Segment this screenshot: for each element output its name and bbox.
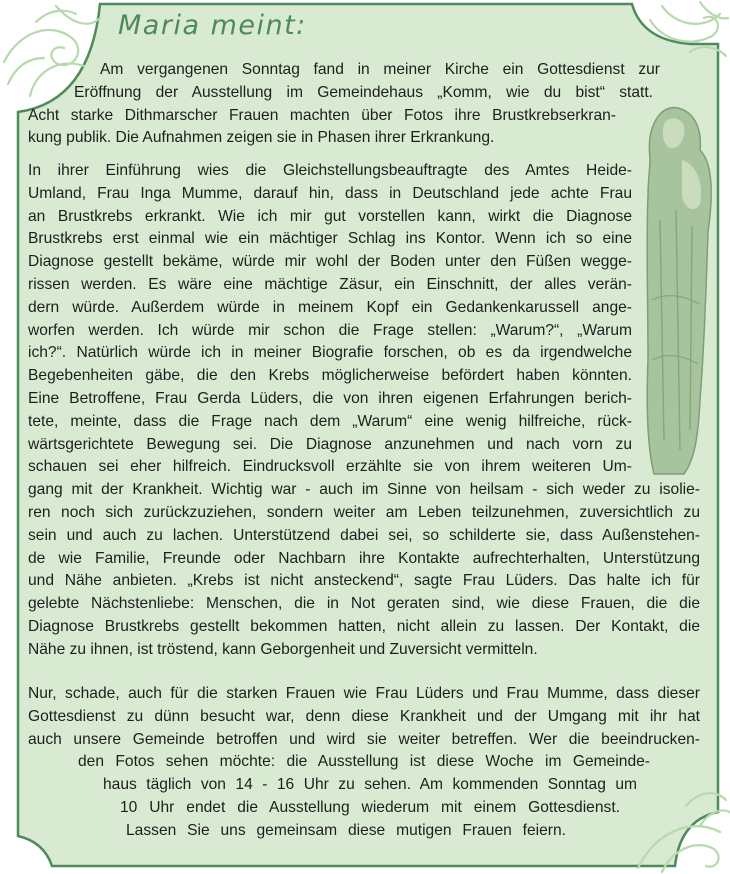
text-line: Eine Betroffene, Frau Gerda Lüders, die von ihren eigenen Erfahrungen berich- bbox=[28, 389, 632, 407]
text-line: Umland, Frau Inga Mumme, darauf hin, dass in Deutschland jede achte Frau bbox=[28, 184, 632, 202]
text-line: schauen sei eher hilfreich. Eindrucksvoll erzählte sie von ihrem weiteren Um- bbox=[28, 458, 632, 476]
text-line: Begebenheiten gäbe, die den Krebs möglicherweise befördert haben könnten. bbox=[28, 367, 632, 385]
text-line: gang mit der Krankheit. Wichtig war - auch im Sinne von heilsam - sich weder zu isolie- bbox=[28, 481, 700, 499]
text-line: Nähe zu ihnen, ist tröstend, kann Geborgenheit und Zuversicht vermitteln. bbox=[28, 640, 538, 658]
text-line: ich?“. Natürlich würde ich in meiner Biografie forschen, ob es da irgendwelche bbox=[28, 344, 632, 362]
paragraph-main bbox=[28, 160, 700, 662]
heading: Maria meint: bbox=[118, 10, 307, 41]
text-line: und Nähe anbieten. „Krebs ist nicht ansteckend“, sagte Frau Lüders. Das halte ich für bbox=[28, 572, 700, 590]
text-line: Diagnose gestellt bekäme, würde mir wohl der Boden unter den Füßen wegge- bbox=[28, 253, 632, 271]
paragraph-intro bbox=[28, 59, 700, 150]
text-line: In ihrer Einführung wies die Gleichstellungsbeauftragte des Amtes Heide- bbox=[28, 162, 632, 179]
text-line: ren noch sich zurückzuziehen, sondern weiter am Leben teilzunehmen, zuversichtlich zu bbox=[28, 503, 700, 521]
text-line: Lassen Sie uns gemeinsam diese mutigen Frauen feiern. bbox=[126, 821, 566, 839]
text-line: Nur, schade, auch für die starken Frauen wie Frau Lüders und Frau Mumme, dass dieser bbox=[28, 685, 700, 702]
text-line: haus täglich von 14 - 16 Uhr zu sehen. Am kommenden Sonntag um bbox=[103, 776, 637, 794]
text-line: de wie Familie, Freunde oder Nachbarn ihre Kontakte aufrechterhalten, Unterstützung bbox=[28, 549, 700, 567]
text-line: tete, meinte, dass die Frage nach dem „Warum“ eine wenig hilfreiche, rück- bbox=[28, 412, 632, 430]
text-line: auch unsere Gemeinde betroffen und wird sie weiter betreffen. Wer die beeindrucken- bbox=[28, 730, 700, 748]
text-line: gelebte Nächstenliebe: Menschen, die in Not geraten sind, wie diese Frauen, die die bbox=[28, 595, 700, 613]
text-line: Diagnose Brustkrebs gestellt bekommen hatten, nicht allein zu lassen. Der Kontakt, die bbox=[28, 617, 700, 635]
text-line: kung publik. Die Aufnahmen zeigen sie in Phasen ihrer Erkrankung. bbox=[28, 129, 495, 147]
text-line: an Brustkrebs erkrankt. Wie ich mir gut vorstellen kann, wirkt die Diagnose bbox=[28, 207, 632, 225]
text-line: worfen werden. Ich würde mir schon die Frage stellen: „Warum?“, „Warum bbox=[28, 321, 632, 339]
text-line: dern würde. Außerdem würde in meinem Kopf ein Gedankenkarussell ange- bbox=[28, 298, 632, 316]
text-line: rissen werden. Es wäre eine mächtige Zäsur, ein Einschnitt, der alles verän- bbox=[28, 275, 632, 293]
text-line: Brustkrebs erst einmal wie ein mächtiger Schlag ins Kontor. Wenn ich so eine bbox=[28, 230, 632, 248]
paragraph-closing bbox=[28, 683, 700, 843]
text-line: wärtsgerichtete Bewegung sei. Die Diagnose anzunehmen und nach vorn zu bbox=[28, 435, 632, 453]
text-line: Acht starke Dithmarscher Frauen machten über Fotos ihre Brustkrebserkran- bbox=[28, 106, 616, 124]
text-line: den Fotos sehen möchte: die Ausstellung ist diese Woche im Gemeinde- bbox=[78, 753, 650, 771]
text-line: sein und auch zu lachen. Unterstützend dabei sei, so schilderte sie, dass Außenstehen- bbox=[28, 526, 700, 544]
text-line: Eröffnung der Ausstellung im Gemeindehaus „Komm, wie du bist“ statt. bbox=[74, 83, 653, 101]
text-line: 10 Uhr endet die Ausstellung wiederum mit einem Gottesdienst. bbox=[120, 798, 620, 816]
text-line: Gottesdienst zu dünn besucht war, denn diese Krankheit und der Umgang mit ihr hat bbox=[28, 707, 700, 725]
text-line: Am vergangenen Sonntag fand in meiner Kirche ein Gottesdienst zur bbox=[100, 61, 660, 78]
